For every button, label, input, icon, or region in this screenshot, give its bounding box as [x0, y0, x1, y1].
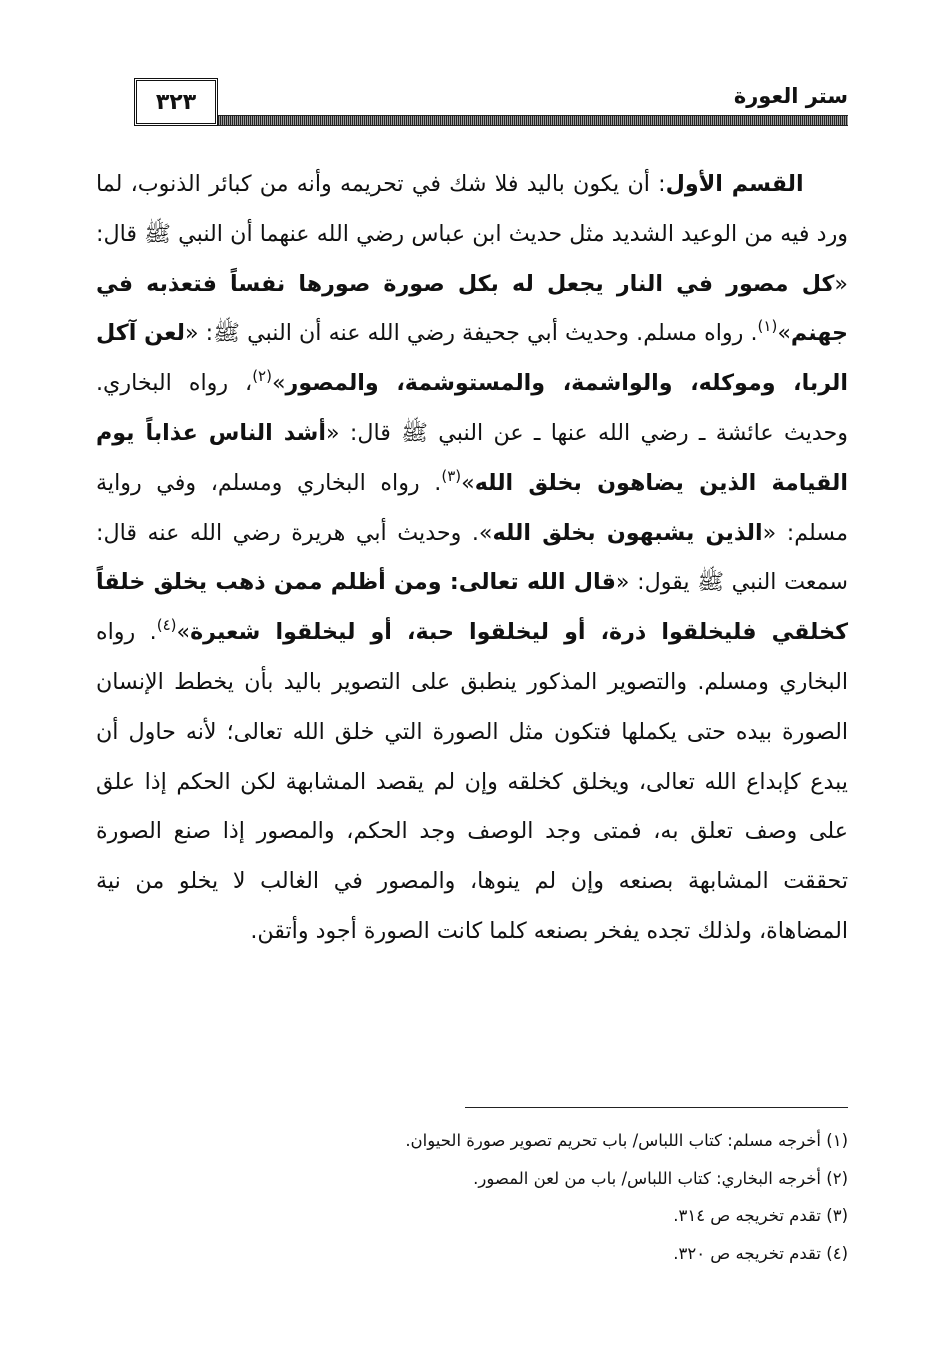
footnote-item: (٢) أخرجه البخاري: كتاب اللباس/ باب من لعن المصور.	[473, 1168, 848, 1188]
text-run: : أن يكون باليد فلا شك في تحريمه وأنه من كبائر الذنوب، لما ورد فيه من الوعيد الشديد مثل حديث ابن عباس رضي الله عنهما أن النبي ﷺ قال: «	[96, 171, 848, 297]
hadith-quote: قال الله تعالى: ومن أظلم ممن ذهب يخلق خلقاً كخلقي فليخلقوا ذرة، أو ليخلقوا حبة، أو ليخلقوا شعيرة	[96, 569, 849, 646]
hadith-quote: كل مصور في النار يجعل له بكل صورة صورها نفساً فتعذبه في جهنم	[96, 270, 849, 347]
footnotes	[248, 1122, 848, 1272]
text-run: »	[176, 619, 191, 646]
footnote-item: (١) أخرجه مسلم: كتاب اللباس/ باب تحريم تصوير صورة الحيوان.	[405, 1131, 848, 1150]
body-paragraph	[96, 160, 848, 957]
footnote-ref[interactable]: (٢)	[252, 367, 272, 386]
page-header	[96, 78, 848, 126]
main-text	[96, 160, 848, 957]
hadith-quote: الذين يشبهون بخلق الله	[492, 519, 763, 546]
running-title: ستر العورة	[733, 84, 848, 108]
text-run: »	[271, 370, 286, 397]
section-heading: القسم الأول	[665, 171, 804, 197]
header-rule	[216, 115, 848, 126]
text-run: . رواه البخاري ومسلم. والتصوير المذكور ينطبق على التصوير باليد بأن يخطط الإنسان الصورة بيده حتى يكملها فتكون مثل الصورة التي خلق الله تعالى؛ لأنه حاول أن يبدع كإبداع الله تعالى، ويخلق كخلقه وإن لم يقصد المشابهة لكن الحكم إذا علق على وصف تعلق به، فمتى وجد الوصف وجد الحكم، والمصور إذا صنع الصورة تحققت المشابهة بصنعه وإن لم ينوها، والمصور في الغالب لا يخلو من نية المضاهاة، ولذلك تجده يفخر بصنعه كلما كانت الصورة أجود وأتقن.	[96, 619, 848, 944]
text-run: . رواه البخاري ومسلم، وفي رواية مسلم: «	[96, 469, 848, 546]
footnote-item: (٤) تقدم تخريجه ص ٣٢٠.	[673, 1243, 848, 1263]
text-run: . رواه مسلم. وحديث أبي جحيفة رضي الله عنه أن النبي ﷺ: «	[184, 320, 758, 347]
text-run: ، رواه البخاري. وحديث عائشة ـ رضي الله عنها ـ عن النبي ﷺ قال: «	[96, 370, 848, 446]
hadith-quote: أشد الناس عذاباً يوم القيامة الذين يضاهون بخلق الله	[96, 419, 848, 496]
text-run: ». وحديث أبي هريرة رضي الله عنه قال: سمعت النبي ﷺ يقول: «	[96, 519, 848, 596]
text-run: »	[777, 320, 791, 347]
page-number: ٣٢٣	[134, 78, 218, 126]
hadith-quote: لعن آكل الربا، وموكله، والواشمة، والمستوشمة، والمصور	[96, 320, 848, 397]
text-run: »	[461, 469, 475, 496]
footnote-ref[interactable]: (١)	[757, 317, 778, 336]
footnote-ref[interactable]: (٤)	[156, 616, 177, 635]
footnote-separator	[465, 1107, 848, 1108]
footnote-item: (٣) تقدم تخريجه ص ٣١٤.	[673, 1206, 848, 1225]
footnote-ref[interactable]: (٣)	[441, 466, 462, 485]
